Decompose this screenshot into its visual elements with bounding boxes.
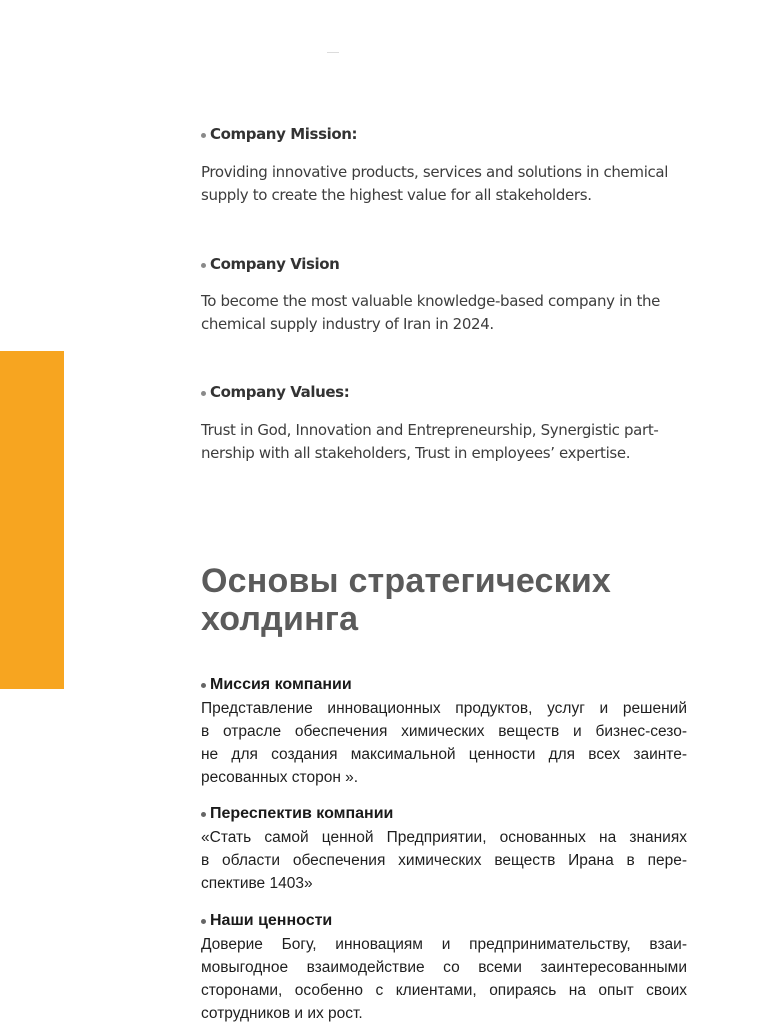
text-line: Доверие Богу, инновациям и предпринимательству, взаи-: [201, 936, 687, 953]
values-heading-ru: [201, 912, 332, 930]
vision-heading-en: [201, 255, 339, 273]
text-line: в отрасле обеспечения химических веществ и бизнес-сезо-: [201, 723, 687, 740]
mission-text-ru: [201, 697, 687, 789]
bullet-icon: [201, 812, 206, 817]
values-heading-en: [201, 383, 349, 401]
bullet-icon: [201, 133, 206, 138]
text-line: ресованных сторон ».: [201, 769, 359, 786]
mission-heading-text: Company Mission:: [210, 125, 358, 143]
mission-heading-text: Миссия компании: [210, 676, 352, 693]
bullet-icon: [201, 391, 206, 396]
bullet-icon: [201, 263, 206, 268]
values-heading-text: Наши ценности: [210, 912, 333, 929]
top-divider: [327, 52, 339, 53]
vision-text-ru: [201, 826, 687, 895]
text-line: «Стать самой ценной Предприятии, основанных на знаниях: [201, 829, 687, 846]
vision-heading-text: Company Vision: [210, 255, 340, 273]
text-line: мовыгодное взаимодействие со всеми заинтересованными: [201, 959, 687, 976]
text-line: To become the most valuable knowledge-based company in the: [201, 292, 661, 310]
vision-heading-text: Переспектив компании: [210, 805, 394, 822]
text-line: chemical supply industry of Iran in 2024.: [201, 315, 494, 333]
text-line: сотрудников и их рост.: [201, 1005, 363, 1022]
text-line: Представление инновационных продуктов, услуг и решений: [201, 700, 687, 717]
vision-text-en: [201, 290, 660, 336]
mission-text-en: [201, 161, 668, 207]
bullet-icon: [201, 919, 206, 924]
vision-heading-ru: [201, 805, 393, 823]
text-line: спективе 1403»: [201, 875, 313, 892]
title-line: холдинга: [201, 600, 359, 638]
text-line: supply to create the highest value for all stakeholders.: [201, 186, 592, 204]
title-line: Основы стратегических: [201, 562, 612, 600]
accent-bar: [0, 351, 64, 689]
text-line: nership with all stakeholders, Trust in employees’ expertise.: [201, 444, 631, 462]
section-title-ru: [201, 562, 611, 638]
values-heading-text: Company Values:: [210, 383, 350, 401]
text-line: в области обеспечения химических веществ Ирана в пере-: [201, 852, 687, 869]
text-line: Trust in God, Innovation and Entrepreneurship, Synergistic part-: [201, 421, 659, 439]
values-text-ru: [201, 933, 687, 1025]
mission-heading-en: [201, 125, 357, 143]
values-text-en: [201, 419, 658, 465]
text-line: не для создания максимальной ценности для всех заинте-: [201, 746, 687, 763]
bullet-icon: [201, 683, 206, 688]
text-line: сторонами, особенно с клиентами, опираясь на опыт своих: [201, 982, 687, 999]
mission-heading-ru: [201, 676, 352, 694]
text-line: Providing innovative products, services and solutions in chemical: [201, 163, 669, 181]
